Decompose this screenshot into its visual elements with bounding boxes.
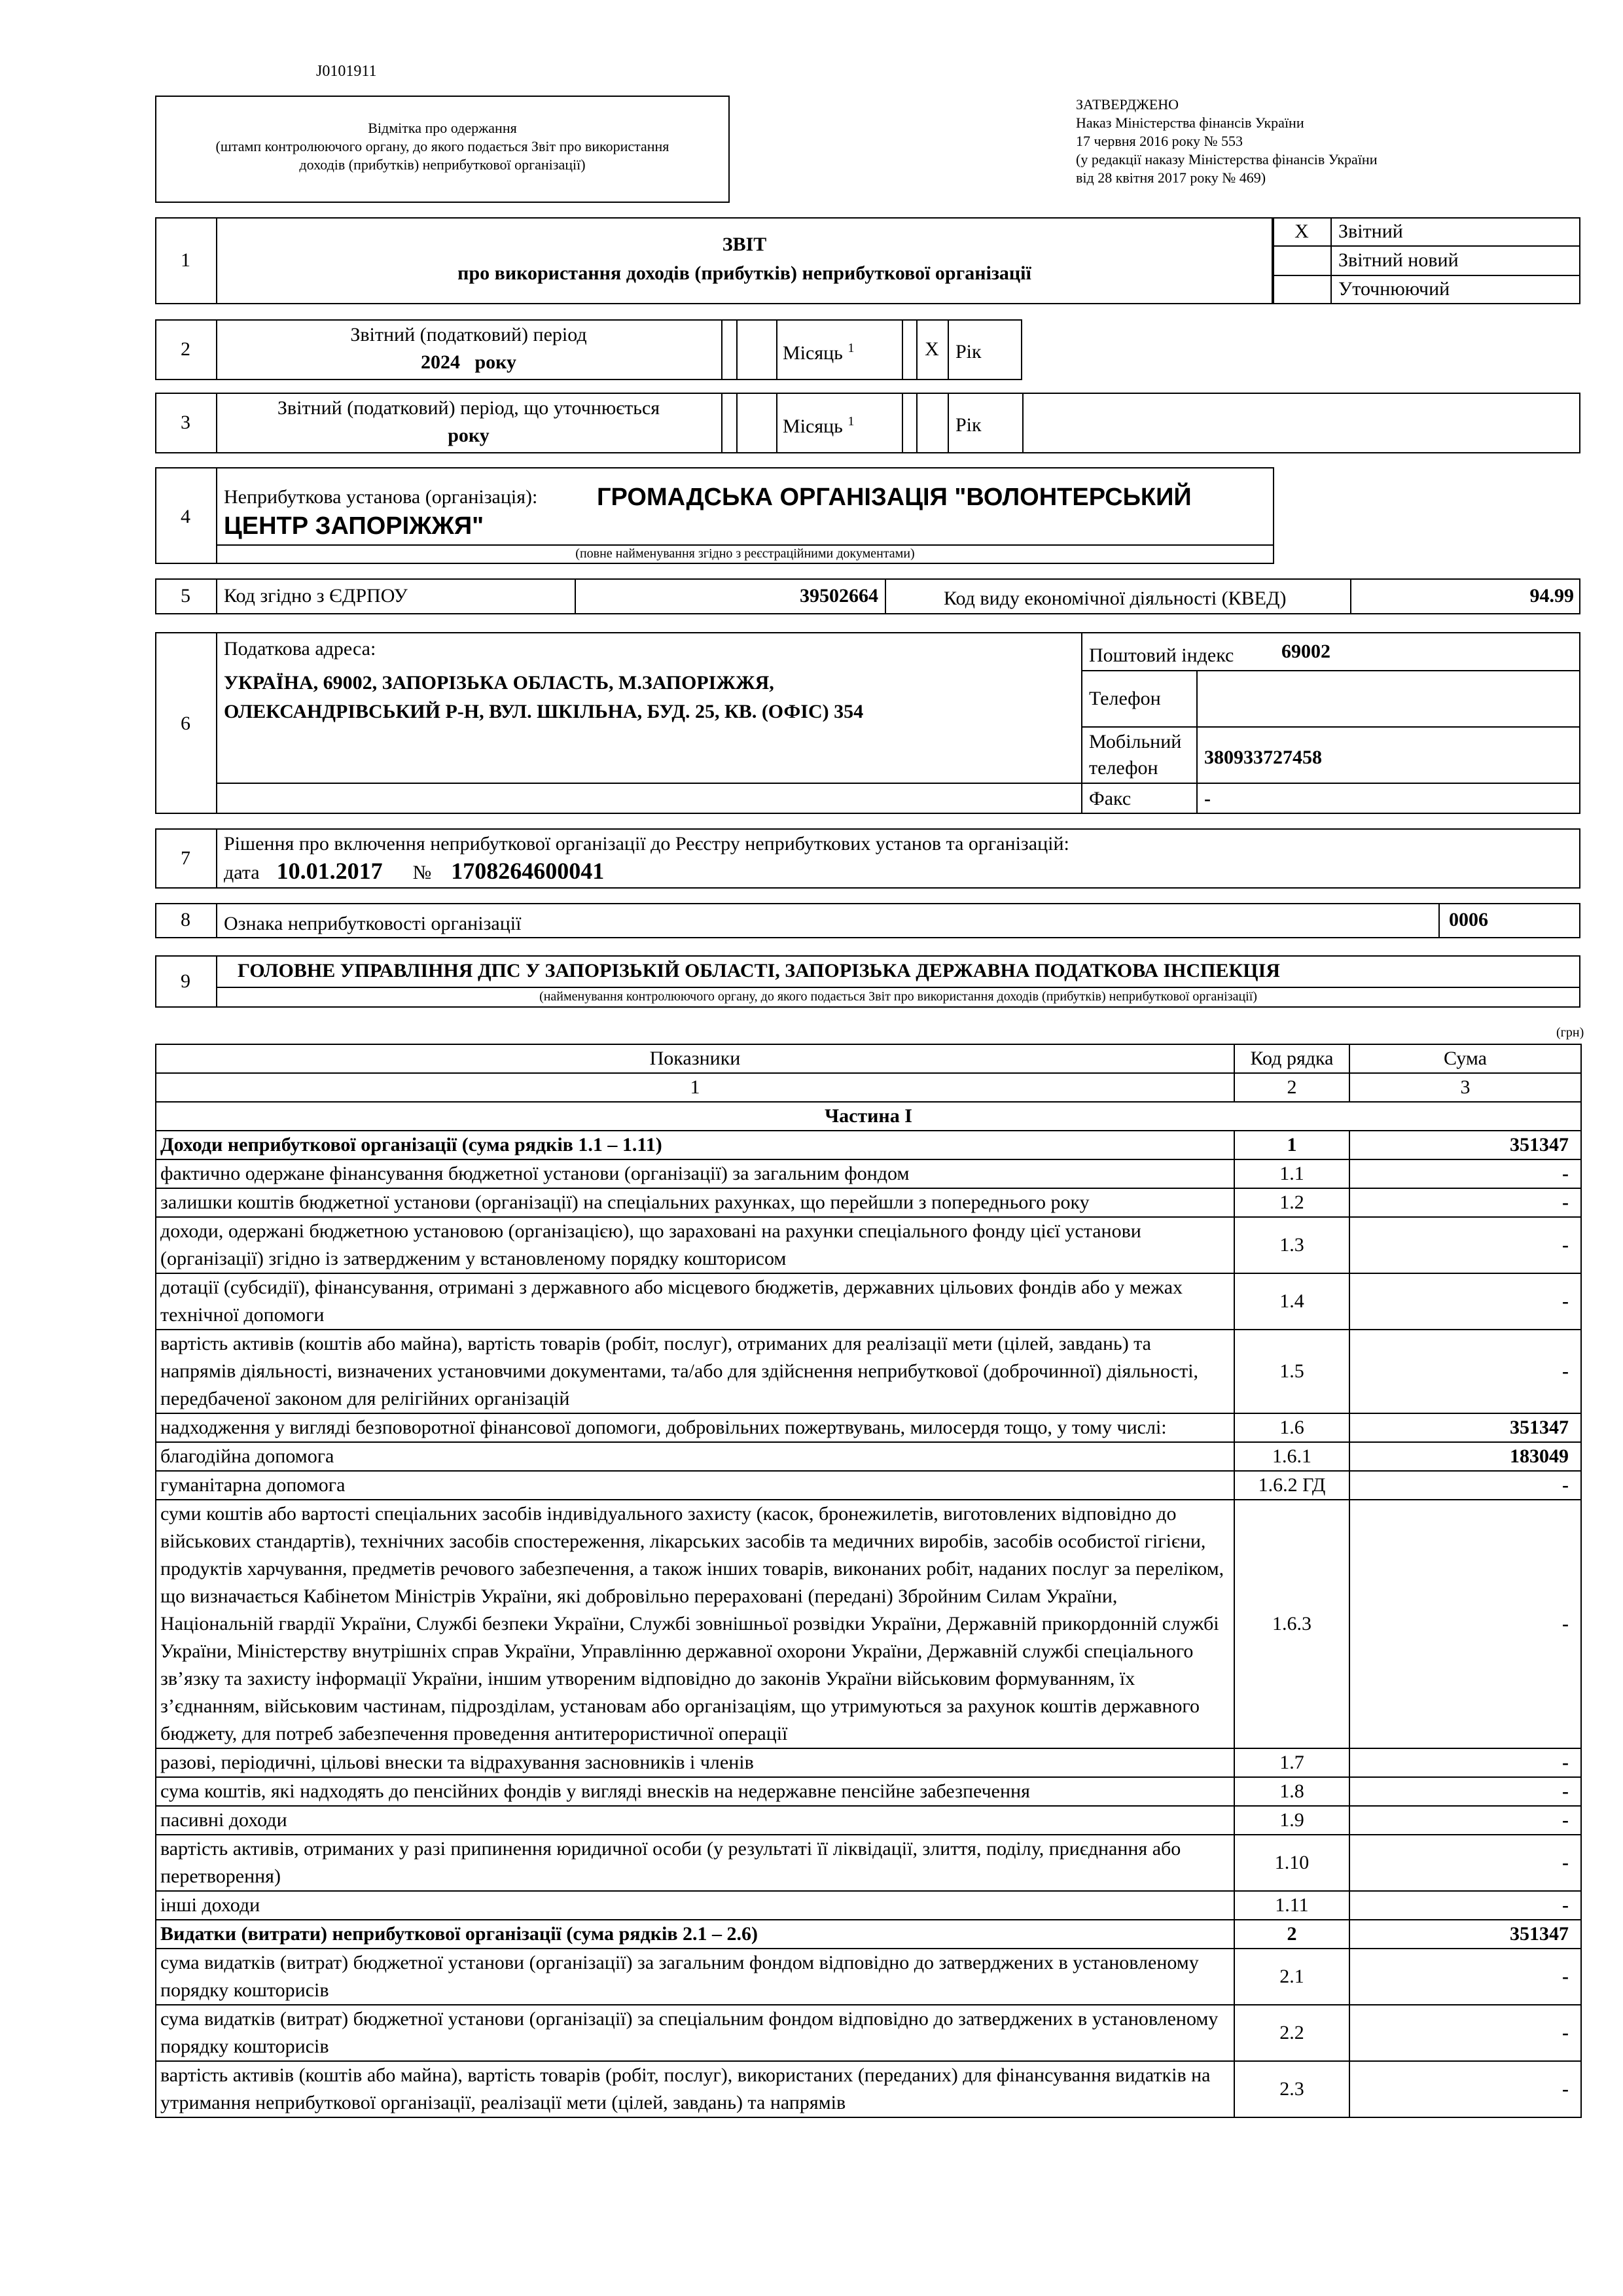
section-6-number: 6: [181, 713, 190, 734]
fax-label: Факс: [1089, 788, 1132, 809]
table-row: [156, 1131, 1581, 1159]
kved-label: Код виду економічної діяльності (КВЕД): [944, 588, 1287, 609]
col-number-1: 1: [156, 1073, 1234, 1102]
table-row: [156, 1273, 1581, 1330]
section-5-number: 5: [181, 585, 190, 607]
table-row: [156, 1330, 1581, 1413]
stamp-line-1: Відмітка про одержання: [368, 120, 517, 136]
tax-authority-note: (найменування контролюючого органу, до якого подається Звіт про використання доходів (прибутків) неприбуткової організації): [539, 989, 1257, 1004]
indicators-table: [155, 1044, 1582, 2118]
row-code: 2.2: [1234, 2005, 1349, 2061]
postal-label: Поштовий індекс: [1089, 645, 1234, 666]
section-7-number: 7: [181, 847, 190, 869]
nonprofit-sign-label: Ознака неприбутковості організації: [224, 913, 522, 934]
table-row: [156, 2061, 1581, 2117]
row-code: 1.2: [1234, 1188, 1349, 1217]
row-code: 1: [1234, 1131, 1349, 1159]
part-title: Частина I: [156, 1102, 1581, 1131]
row-sum[interactable]: -: [1349, 1471, 1581, 1500]
section-9-number: 9: [181, 970, 190, 992]
row-sum[interactable]: -: [1349, 1748, 1581, 1777]
section-3-number: 3: [181, 412, 190, 433]
row-sum[interactable]: -: [1349, 2061, 1581, 2117]
table-row: [156, 1159, 1581, 1188]
approval-line-3: 17 червня 2016 року № 553: [1076, 133, 1243, 149]
section-1-box: [155, 217, 1273, 304]
approval-block: [1076, 96, 1377, 187]
header-row-code: Код рядка: [1234, 1044, 1349, 1073]
number-label: №: [412, 862, 432, 883]
approval-line-4: (у редакції наказу Міністерства фінансів України: [1076, 151, 1378, 168]
table-row: [156, 1500, 1581, 1748]
period-month-label: [783, 340, 854, 365]
row-code: 1.11: [1234, 1891, 1349, 1920]
row-sum[interactable]: 351347: [1349, 1131, 1581, 1159]
row-label: разові, періодичні, цільові внески та відрахування засновників і членів: [156, 1748, 1234, 1777]
address-line-1: УКРАЇНА, 69002, ЗАПОРІЗЬКА ОБЛАСТЬ, М.ЗАПОРІЖЖЯ,: [224, 672, 774, 694]
row-code: 1.3: [1234, 1217, 1349, 1273]
row-sum[interactable]: -: [1349, 1217, 1581, 1273]
row-code: 1.10: [1234, 1835, 1349, 1891]
row-sum[interactable]: -: [1349, 1159, 1581, 1188]
tax-authority-name: ГОЛОВНЕ УПРАВЛІННЯ ДПС У ЗАПОРІЗЬКІЙ ОБЛАСТІ, ЗАПОРІЗЬКА ДЕРЖАВНА ПОДАТКОВА ІНСПЕКЦІЯ: [238, 960, 1280, 981]
mobile-value[interactable]: 380933727458: [1204, 747, 1322, 768]
row-code: 2.3: [1234, 2061, 1349, 2117]
row-label: сума видатків (витрат) бюджетної установи (організації) за спеціальним фондом відповідно до затверджених в установленому порядку кошторисів: [156, 2005, 1234, 2061]
org-name-line-2: ЦЕНТР ЗАПОРІЖЖЯ": [224, 512, 484, 540]
org-name-line-1: ГРОМАДСЬКА ОРГАНІЗАЦІЯ "ВОЛОНТЕРСЬКИЙ: [597, 484, 1192, 511]
stamp-line-2: (штамп контролюючого органу, до якого подається Звіт про використання: [215, 138, 669, 154]
row-sum[interactable]: -: [1349, 1188, 1581, 1217]
registry-number[interactable]: 1708264600041: [451, 858, 605, 884]
row-sum[interactable]: -: [1349, 2005, 1581, 2061]
mobile-label: [1089, 730, 1181, 780]
table-row: [156, 2005, 1581, 2061]
stamp-line-3: доходів (прибутків) неприбуткової організації): [299, 156, 586, 173]
address-line-2: ОЛЕКСАНДРІВСЬКИЙ Р-Н, ВУЛ. ШКІЛЬНА, БУД. 25, КВ. (ОФІС) 354: [224, 701, 864, 722]
row-code: 1.6: [1234, 1413, 1349, 1442]
row-code: 1.4: [1234, 1273, 1349, 1330]
row-sum[interactable]: -: [1349, 1806, 1581, 1835]
table-number-row: [156, 1073, 1581, 1102]
currency-unit: (грн): [1556, 1025, 1584, 1040]
edrpou-label: Код згідно з ЄДРПОУ: [224, 585, 408, 607]
part-row: [156, 1102, 1581, 1131]
approval-line-1: ЗАТВЕРДЖЕНО: [1076, 96, 1179, 113]
table-row: [156, 1777, 1581, 1806]
table-row: [156, 1891, 1581, 1920]
row-sum[interactable]: -: [1349, 1330, 1581, 1413]
period-year-checkbox[interactable]: X: [925, 338, 939, 360]
month-label-text: Місяць: [783, 415, 843, 437]
row-label: сума коштів, які надходять до пенсійних фондів у вигляді внесків на недержавне пенсійне забезпечення: [156, 1777, 1234, 1806]
row-code: 1.9: [1234, 1806, 1349, 1835]
form-code: J0101911: [316, 63, 377, 80]
type-reporting-label: Звітний: [1338, 221, 1403, 242]
type-reporting-mark[interactable]: X: [1294, 221, 1309, 242]
nonprofit-sign-value[interactable]: 0006: [1449, 909, 1488, 930]
period-year[interactable]: 2024: [420, 351, 460, 373]
footnote-mark: 1: [847, 414, 855, 429]
row-sum[interactable]: -: [1349, 1949, 1581, 2005]
period-year-label: Рік: [955, 341, 982, 362]
type-clarifying-label: Уточнюючий: [1338, 278, 1450, 300]
fax-value[interactable]: -: [1204, 788, 1211, 809]
section-8-number: 8: [181, 909, 190, 930]
row-label: фактично одержане фінансування бюджетної установи (організації) за загальним фондом: [156, 1159, 1234, 1188]
approval-line-5: від 28 квітня 2017 року № 469): [1076, 169, 1266, 186]
row-label: вартість активів (коштів або майна), вартість товарів (робіт, послуг), використаних (переданих) для фінансування видатків на утримання неприбуткової організації, реалізації мети (цілей, завдань) та напрямів: [156, 2061, 1234, 2117]
row-sum[interactable]: -: [1349, 1891, 1581, 1920]
table-row: [156, 1471, 1581, 1500]
footnote-mark: 1: [847, 341, 855, 355]
row-label: суми коштів або вартості спеціальних засобів індивідуального захисту (касок, бронежилетів, виготовлених відповідно до військових стандартів), технічних засобів спостереження, лікарських засобів та медичних виробів, засобів особистої гігієни, продуктів харчування, предметів речового забезпечення, а також інших товарів, виконаних робіт, наданих послуг за переліком, що визначається Кабінетом Міністрів України, які добровільно перераховані (передані) Збройним Силам України, Національній гвардії України, Службі безпеки України, Службі зовнішньої розвідки України, Державній прикордонній службі України, Міністерству внутрішніх справ України, Управлінню державної охорони України, Державній службі спеціального зв’язку та захисту інформації України, іншим утвореним відповідно до законів України військовим формуванням, їх з’єднанням, військовим частинам, підрозділам, установам або організаціям, що утримуються за рахунок коштів державного бюджету, для потреб забезпечення проведення антитерористичної операції: [156, 1500, 1234, 1748]
section-2-number: 2: [181, 338, 190, 360]
type-new-label: Звітний новий: [1338, 249, 1459, 271]
row-label: гуманітарна допомога: [156, 1471, 1234, 1500]
registry-date[interactable]: 10.01.2017: [276, 858, 383, 884]
row-code: 1.6.3: [1234, 1500, 1349, 1748]
row-label: благодійна допомога: [156, 1442, 1234, 1471]
table-row: [156, 1413, 1581, 1442]
table-row: [156, 1920, 1581, 1949]
period-label: Звітний (податковий) період: [350, 324, 587, 345]
postal-value[interactable]: 69002: [1281, 641, 1330, 662]
row-label: надходження у вигляді безповоротної фінансової допомоги, добровільних пожертвувань, милосердя тощо, у тому числі:: [156, 1413, 1234, 1442]
table-header-row: [156, 1044, 1581, 1073]
table-row: [156, 1806, 1581, 1835]
clarified-period-suffix: року: [448, 425, 490, 446]
clarified-period-label: Звітний (податковий) період, що уточнюється: [277, 397, 660, 419]
date-label: дата: [224, 862, 260, 883]
row-label: дотації (субсидії), фінансування, отримані з державного або місцевого бюджетів, державних цільових фондів або у межах технічної допомоги: [156, 1273, 1234, 1330]
row-code: 1.8: [1234, 1777, 1349, 1806]
clarified-year-label: Рік: [955, 414, 982, 436]
report-title: ЗВІТ: [722, 234, 767, 255]
row-code: 1.7: [1234, 1748, 1349, 1777]
report-subtitle: про використання доходів (прибутків) неприбуткової організації: [457, 262, 1031, 284]
row-label: доходи, одержані бюджетною установою (організацією), що зараховані на рахунки спеціального фонду цієї установи (організації) згідно із затвердженим у встановленому порядку кошторисом: [156, 1217, 1234, 1273]
row-sum[interactable]: -: [1349, 1500, 1581, 1748]
period-year-suffix: року: [474, 351, 517, 373]
month-label-text: Місяць: [783, 342, 843, 364]
table-row: [156, 1442, 1581, 1471]
header-indicators: Показники: [156, 1044, 1234, 1073]
row-label: вартість активів, отриманих у разі припинення юридичної особи (у результаті її ліквідації, злиття, поділу, приєднання або перетворення): [156, 1835, 1234, 1891]
row-label: сума видатків (витрат) бюджетної установи (організації) за загальним фондом відповідно до затверджених в установленому порядку кошторисів: [156, 1949, 1234, 2005]
col-number-2: 2: [1234, 1073, 1349, 1102]
row-label: залишки коштів бюджетної установи (організації) на спеціальних рахунках, що перейшли з попереднього року: [156, 1188, 1234, 1217]
row-code: 2.1: [1234, 1949, 1349, 2005]
period-year-line: [216, 351, 721, 374]
edrpou-value[interactable]: 39502664: [800, 585, 878, 607]
table-row: [156, 1835, 1581, 1891]
org-label: Неприбуткова установа (організація):: [224, 486, 538, 508]
header-sum: Сума: [1349, 1044, 1581, 1073]
row-code: 1.6.1: [1234, 1442, 1349, 1471]
registry-decision-text: Рішення про включення неприбуткової організації до Реєстру неприбуткових установ та організацій:: [224, 833, 1069, 855]
row-code: 1.5: [1234, 1330, 1349, 1413]
row-label: пасивні доходи: [156, 1806, 1234, 1835]
table-row: [156, 1217, 1581, 1273]
section-4-number: 4: [181, 506, 190, 527]
row-label: вартість активів (коштів або майна), вартість товарів (робіт, послуг), отриманих для реалізації мети (цілей, завдань) та напрямів діяльності, визначених установчими документами, та/або для здійснення неприбуткової (доброчинної) діяльності, передбаченої законом для релігійних організацій: [156, 1330, 1234, 1413]
mobile-label-1: Мобільний: [1089, 731, 1182, 752]
clarified-month-label: [783, 414, 854, 438]
row-sum[interactable]: 351347: [1349, 1413, 1581, 1442]
col-number-3: 3: [1349, 1073, 1581, 1102]
registry-decision-line: [224, 857, 604, 885]
row-sum[interactable]: -: [1349, 1835, 1581, 1891]
approval-line-2: Наказ Міністерства фінансів України: [1076, 115, 1304, 131]
org-name-note: (повне найменування згідно з реєстраційними документами): [575, 546, 915, 561]
row-code: 1.6.2 ГД: [1234, 1471, 1349, 1500]
row-sum[interactable]: 183049: [1349, 1442, 1581, 1471]
mobile-label-2: телефон: [1089, 757, 1158, 779]
table-row: [156, 1748, 1581, 1777]
row-label: інші доходи: [156, 1891, 1234, 1920]
receipt-stamp-box: [155, 96, 730, 203]
table-row: [156, 1188, 1581, 1217]
kved-value[interactable]: 94.99: [1529, 585, 1574, 607]
section-1-number: 1: [181, 249, 190, 271]
tax-address-label: Податкова адреса:: [224, 638, 376, 660]
row-label: Доходи неприбуткової організації (сума рядків 1.1 – 1.11): [156, 1131, 1234, 1159]
row-sum[interactable]: -: [1349, 1777, 1581, 1806]
row-code: 1.1: [1234, 1159, 1349, 1188]
row-sum[interactable]: -: [1349, 1273, 1581, 1330]
table-row: [156, 1949, 1581, 2005]
row-code: 2: [1234, 1920, 1349, 1949]
row-label: Видатки (витрати) неприбуткової організації (сума рядків 2.1 – 2.6): [156, 1920, 1234, 1949]
phone-label: Телефон: [1089, 688, 1161, 709]
row-sum[interactable]: 351347: [1349, 1920, 1581, 1949]
